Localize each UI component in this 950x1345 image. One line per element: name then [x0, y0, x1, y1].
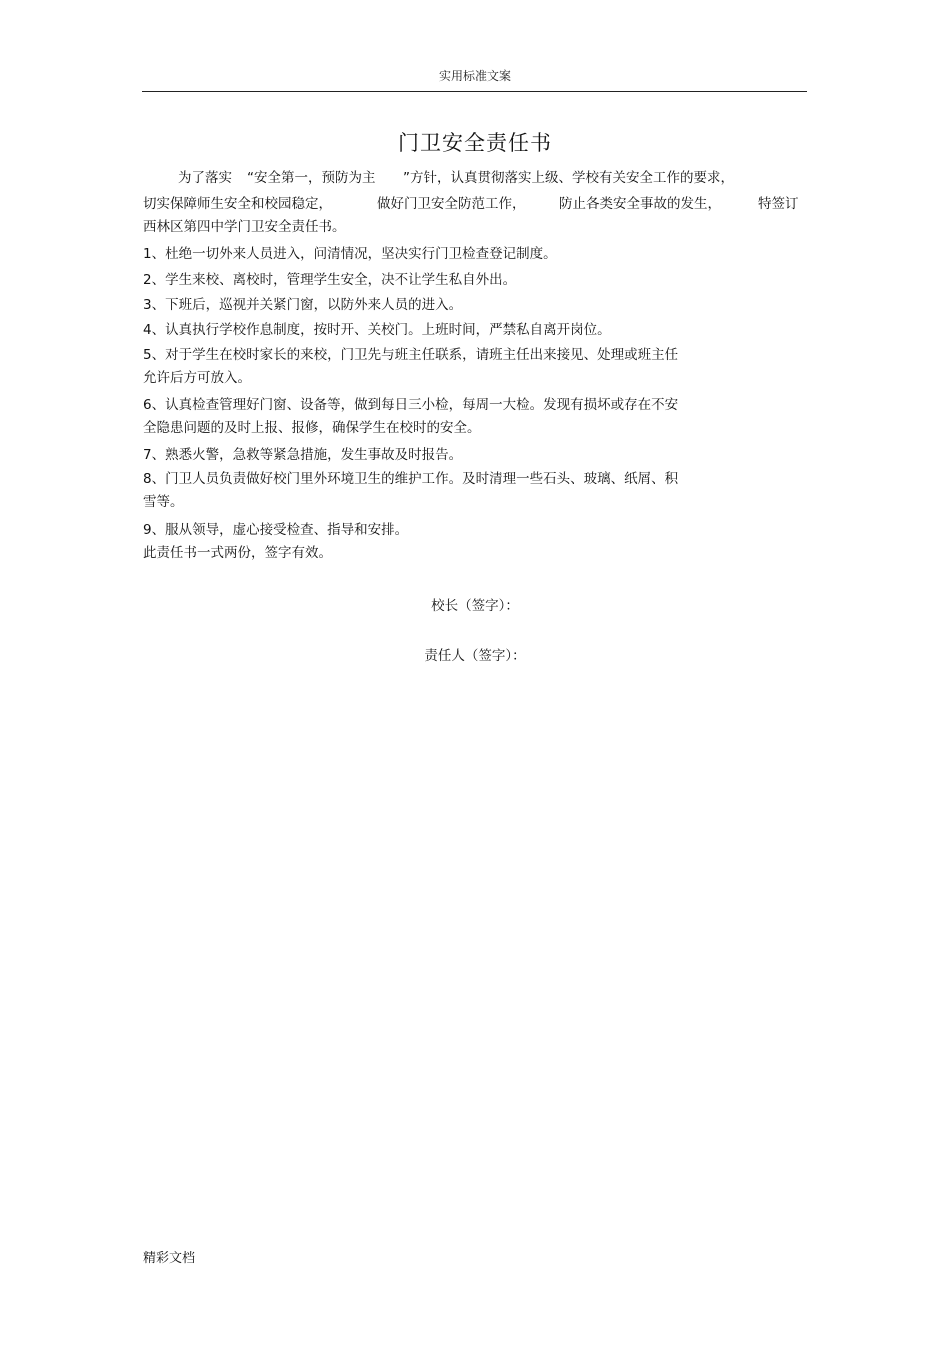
intro-line1-a: 为了落实 [178, 170, 232, 186]
intro-line2-b: 做好门卫安全防范工作， [377, 196, 526, 212]
item-3: 3、下班后，巡视并关紧门窗，以防外来人员的进入。 [143, 297, 463, 313]
item-7: 7、熟悉火警，急救等紧急措施，发生事故及时报告。 [143, 447, 463, 463]
closing-statement: 此责任书一式两份，签字有效。 [143, 545, 332, 561]
intro-line2-d: 特签订 [758, 196, 799, 212]
page-header: 实用标准文案 [438, 69, 511, 83]
principal-signature-label: 校长（签字）： [431, 598, 519, 614]
item-1: 1、杜绝一切外来人员进入，问清情况，坚决实行门卫检查登记制度。 [143, 246, 557, 262]
item-6-line1: 6、认真检查管理好门窗、设备等，做到每日三小检，每周一大检。发现有损坏或存在不安 [143, 397, 679, 413]
intro-line2-c: 防止各类安全事故的发生， [559, 196, 721, 212]
intro-line3: 西林区第四中学门卫安全责任书。 [143, 219, 346, 235]
item-5-line2: 允许后方可放入。 [143, 370, 251, 386]
intro-line2-a: 切实保障师生安全和校园稳定， [143, 196, 332, 212]
page-footer: 精彩文档 [143, 1251, 196, 1266]
item-8-line1: 8、门卫人员负责做好校门里外环境卫生的维护工作。及时清理一些石头、玻璃、纸屑、积 [143, 471, 679, 487]
header-divider [142, 91, 807, 92]
item-4: 4、认真执行学校作息制度，按时开、关校门。上班时间，严禁私自离开岗位。 [143, 322, 611, 338]
intro-line1-c: ”方针，认真贯彻落实上级、学校有关安全工作的要求， [403, 170, 734, 186]
item-9: 9、服从领导，虚心接受检查、指导和安排。 [143, 522, 409, 538]
item-8-line2: 雪等。 [143, 494, 184, 510]
responsible-signature-label: 责任人（签字）： [424, 648, 526, 664]
item-5-line1: 5、对于学生在校时家长的来校，门卫先与班主任联系，请班主任出来接见、处理或班主任 [143, 347, 679, 363]
item-2: 2、学生来校、离校时，管理学生安全，决不让学生私自外出。 [143, 272, 517, 288]
item-6-line2: 全隐患问题的及时上报、报修，确保学生在校时的安全。 [143, 420, 481, 436]
document-title: 门卫安全责任书 [398, 131, 552, 155]
intro-line1-b: “安全第一，预防为主 [247, 170, 376, 186]
